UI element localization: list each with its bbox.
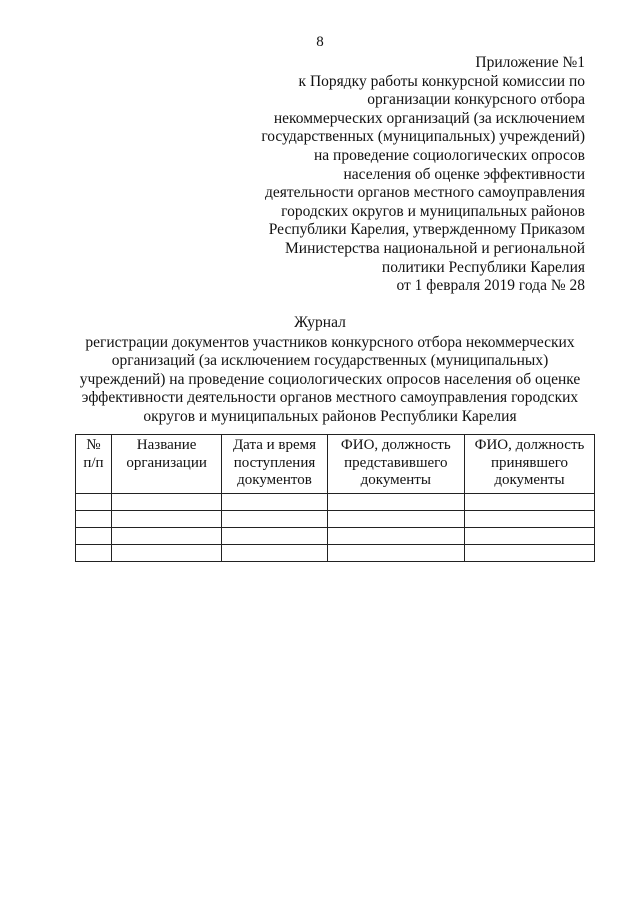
table-cell: [76, 527, 112, 544]
appendix-header: [225, 54, 585, 296]
header-organization: [111, 435, 221, 494]
header-line: Название: [136, 437, 197, 453]
table-cell: [222, 493, 327, 510]
journal-subtitle-line: эффективности деятельности органов местного самоуправления городских: [81, 389, 579, 407]
table-row: [76, 510, 595, 527]
appendix-line: населения об оценке эффективности: [343, 165, 585, 183]
appendix-line: к Порядку работы конкурсной комиссии по: [298, 72, 585, 90]
journal-title: Журнал: [294, 314, 346, 331]
header-receiver: [464, 435, 594, 494]
table-cell: [327, 527, 464, 544]
journal-subtitle-line: округов и муниципальных районов Республики Карелия: [143, 407, 517, 425]
header-line: документы: [360, 472, 431, 488]
appendix-line: некоммерческих организаций (за исключением: [273, 109, 585, 127]
journal-subtitle: [60, 334, 600, 426]
page-number: 8: [316, 34, 324, 50]
table-cell: [464, 527, 594, 544]
header-line: документов: [237, 472, 312, 488]
appendix-line: Приложение №1: [475, 54, 585, 71]
header-line: принявшего: [490, 454, 569, 471]
header-line: организации: [126, 454, 207, 471]
table-cell: [464, 510, 594, 527]
table-cell: [222, 527, 327, 544]
header-submitter: [327, 435, 464, 494]
table-row: [76, 544, 595, 561]
appendix-line: Министерства национальной и региональной: [285, 239, 585, 257]
table-header-row: [76, 435, 595, 494]
table-cell: [111, 544, 221, 561]
header-line: ФИО, должность: [474, 437, 585, 453]
appendix-line: городских округов и муниципальных районов: [281, 202, 585, 220]
table-cell: [327, 493, 464, 510]
registration-table: [75, 434, 595, 562]
header-line: документы: [494, 472, 565, 488]
header-number: [76, 435, 112, 494]
table-body: [76, 493, 595, 561]
table-cell: [111, 510, 221, 527]
appendix-line: организации конкурсного отбора: [367, 91, 585, 109]
table-cell: [327, 544, 464, 561]
table-cell: [76, 493, 112, 510]
table-row: [76, 493, 595, 510]
header-line: Дата и время: [232, 437, 317, 453]
table-cell: [222, 510, 327, 527]
table-cell: [111, 527, 221, 544]
table-cell: [464, 544, 594, 561]
journal-subtitle-line: регистрации документов участников конкурсного отбора некоммерческих: [85, 334, 575, 351]
appendix-line: политики Республики Карелия: [381, 258, 585, 276]
table-cell: [111, 493, 221, 510]
header-date-time: [222, 435, 327, 494]
table-cell: [76, 544, 112, 561]
table-cell: [222, 544, 327, 561]
header-line: п/п: [83, 454, 104, 471]
journal-subtitle-line: учреждений) на проведение социологических опросов населения об оценке: [79, 370, 581, 388]
appendix-line: от 1 февраля 2019 года № 28: [396, 277, 585, 295]
header-line: представившего: [344, 454, 448, 471]
table-cell: [464, 493, 594, 510]
table-cell: [76, 510, 112, 527]
appendix-line: Республики Карелия, утвержденному Приказом: [268, 221, 585, 239]
appendix-line: государственных (муниципальных) учреждений): [261, 128, 585, 146]
appendix-line: на проведение социологических опросов: [313, 146, 585, 164]
table-row: [76, 527, 595, 544]
journal-subtitle-line: организаций (за исключением государственных (муниципальных): [111, 352, 549, 370]
header-line: поступления: [233, 454, 316, 471]
table-cell: [327, 510, 464, 527]
header-line: ФИО, должность: [340, 437, 451, 453]
header-line: №: [86, 437, 101, 453]
appendix-line: деятельности органов местного самоуправления: [265, 184, 585, 202]
